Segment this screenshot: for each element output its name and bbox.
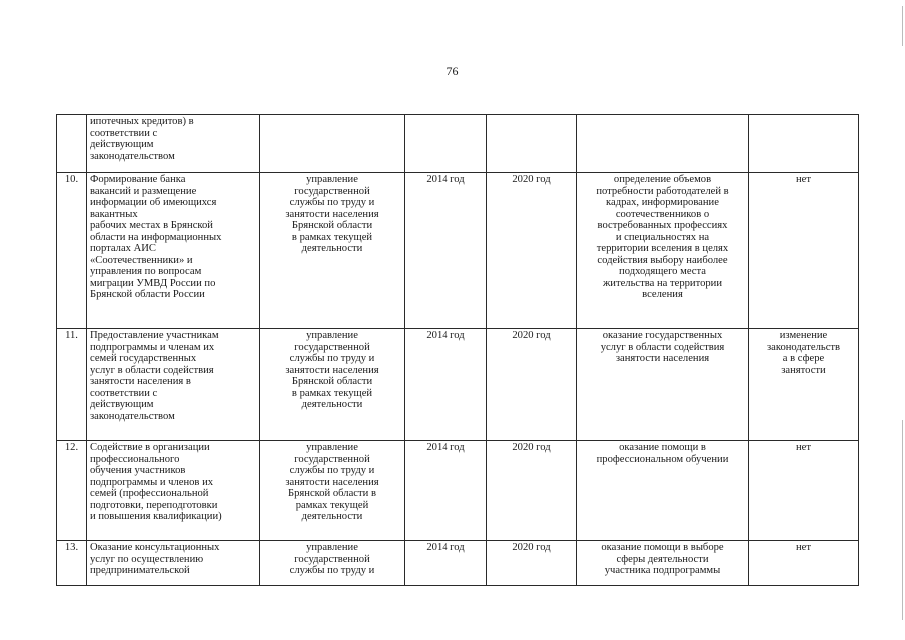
risks-cell (749, 115, 859, 173)
cell-line: управление (306, 174, 358, 185)
end-year-cell (487, 115, 577, 173)
cell-line: управление (306, 542, 358, 553)
end-year-cell: 2020 год (487, 329, 577, 441)
cell-line: Брянской области России (90, 289, 205, 300)
cell-line: обучения участников (90, 465, 186, 476)
measure-cell (87, 441, 260, 541)
executor-cell (260, 541, 405, 586)
measure-cell (87, 115, 260, 173)
cell-line: подготовки, переподготовки (90, 499, 218, 511)
row-number: 12. (57, 441, 87, 541)
cell-line: «Соотечественники» и (90, 254, 193, 266)
cell-line: порталах АИС (90, 243, 156, 254)
scan-edge-mark (902, 6, 903, 46)
result-cell (577, 441, 749, 541)
cell-line: соответствии с (90, 387, 158, 399)
cell-line: вакансий и размещение (90, 185, 197, 197)
start-year-cell: 2014 год (405, 329, 487, 441)
cell-line: службы по труду и (289, 465, 375, 476)
cell-line: области на информационных (90, 231, 222, 243)
cell-line: законодательством (90, 410, 175, 422)
table-row (57, 173, 859, 329)
cell-line: жительства на территории (602, 277, 723, 289)
cell-line: управление (306, 330, 358, 341)
cell-line: государственной (294, 341, 370, 353)
cell-line: законодательством (90, 150, 175, 162)
cell-line: содействия выбору наиболее (597, 254, 728, 266)
cell-line: предпринимательской (90, 565, 190, 576)
cell-line: Брянской области в (288, 488, 376, 499)
cell-line: занятости населения (615, 353, 710, 364)
cell-line: подходящего места (619, 266, 706, 277)
cell-line: занятости населения (285, 208, 379, 220)
cell-line: профессиональном обучении (596, 453, 729, 465)
cell-line: занятости населения (285, 476, 379, 488)
cell-line: сферы деятельности (616, 553, 709, 565)
cell-line: Оказание консультационных (90, 542, 220, 553)
page-number: 76 (446, 64, 459, 78)
cell-line: оказание государственных (602, 330, 723, 341)
cell-line: управление (306, 442, 358, 453)
measure-cell (87, 541, 260, 586)
cell-line: профессионального (90, 453, 180, 465)
cell-line: занятости (781, 364, 826, 376)
cell-line: территории вселения в целях (596, 243, 729, 254)
cell-line: Брянской области (291, 220, 373, 231)
cell-line: соотечественников о (615, 208, 710, 220)
cell-line: действующим (90, 399, 154, 410)
cell-line: деятельности (301, 511, 363, 522)
risks-cell (749, 541, 859, 586)
cell-line: востребованных профессиях (597, 220, 728, 231)
cell-line: Брянской области (291, 376, 373, 387)
table-row (57, 115, 859, 173)
executor-cell (260, 173, 405, 329)
cell-line: Формирование банка (90, 174, 186, 185)
cell-line: службы по труду и (289, 565, 375, 576)
measure-cell (87, 329, 260, 441)
risks-cell (749, 173, 859, 329)
start-year-cell (405, 115, 487, 173)
executor-cell (260, 115, 405, 173)
cell-line: рабочих местах в Брянской (90, 220, 213, 231)
cell-line: оказание помощи в (619, 442, 706, 453)
cell-line: и повышения квалификации) (90, 511, 222, 522)
cell-line: участника подпрограммы (604, 565, 721, 576)
cell-line: нет (795, 174, 811, 185)
table-row (57, 541, 859, 586)
end-year-cell: 2020 год (487, 441, 577, 541)
end-year-cell: 2020 год (487, 173, 577, 329)
cell-line: управления по вопросам (90, 266, 202, 277)
result-cell (577, 173, 749, 329)
cell-line: Содействие в организации (90, 442, 210, 453)
cell-line: государственной (294, 553, 370, 565)
cell-line: нет (795, 542, 811, 553)
result-cell (577, 541, 749, 586)
executor-cell (260, 441, 405, 541)
cell-line: оказание помощи в выборе (601, 542, 724, 553)
result-cell (577, 115, 749, 173)
row-number: 10. (57, 173, 87, 329)
end-year-cell: 2020 год (487, 541, 577, 586)
risks-cell (749, 441, 859, 541)
cell-line: вселения (642, 289, 683, 300)
cell-line: Предоставление участникам (90, 330, 219, 341)
measures-table (56, 114, 859, 586)
cell-line: услуг в области содействия (600, 341, 725, 353)
cell-line: в рамках текущей (291, 231, 373, 243)
cell-line: потребности работодателей в (596, 185, 729, 197)
cell-line: государственной (294, 185, 370, 197)
cell-line: действующим (90, 139, 154, 150)
cell-line: соответствии с (90, 127, 158, 139)
cell-line: подпрограммы и членов их (90, 476, 214, 488)
cell-line: миграции УМВД России по (90, 277, 216, 289)
cell-line: вакантных (90, 208, 138, 220)
cell-line: деятельности (301, 399, 363, 410)
row-number (57, 115, 87, 173)
cell-line: занятости населения (285, 364, 379, 376)
cell-line: семей государственных (90, 353, 197, 364)
cell-line: занятости населения в (90, 376, 191, 387)
cell-line: службы по труду и (289, 197, 375, 208)
result-cell (577, 329, 749, 441)
cell-line: услуг по осуществлению (90, 553, 204, 565)
table-row (57, 441, 859, 541)
cell-line: определение объемов (613, 174, 712, 185)
start-year-cell: 2014 год (405, 173, 487, 329)
executor-cell (260, 329, 405, 441)
scan-edge-mark (902, 420, 903, 620)
cell-line: и специальностях на (615, 231, 710, 243)
cell-line: кадрах, информирование (606, 197, 719, 208)
cell-line: семей (профессиональной (90, 488, 209, 499)
cell-line: законодательств (766, 341, 841, 353)
cell-line: рамках текущей (295, 499, 369, 511)
cell-line: изменение (779, 330, 828, 341)
cell-line: а в сфере (782, 353, 825, 364)
start-year-cell: 2014 год (405, 541, 487, 586)
row-number: 13. (57, 541, 87, 586)
cell-line: государственной (294, 453, 370, 465)
cell-line: ипотечных кредитов) в (90, 116, 194, 127)
measure-cell (87, 173, 260, 329)
cell-line: информации об имеющихся (90, 197, 217, 208)
table-row (57, 329, 859, 441)
row-number: 11. (57, 329, 87, 441)
cell-line: деятельности (301, 243, 363, 254)
cell-line: службы по труду и (289, 353, 375, 364)
cell-line: в рамках текущей (291, 387, 373, 399)
risks-cell (749, 329, 859, 441)
cell-line: подпрограммы и членам их (90, 341, 215, 353)
start-year-cell: 2014 год (405, 441, 487, 541)
cell-line: услуг в области содействия (90, 364, 214, 376)
cell-line: нет (795, 442, 811, 453)
